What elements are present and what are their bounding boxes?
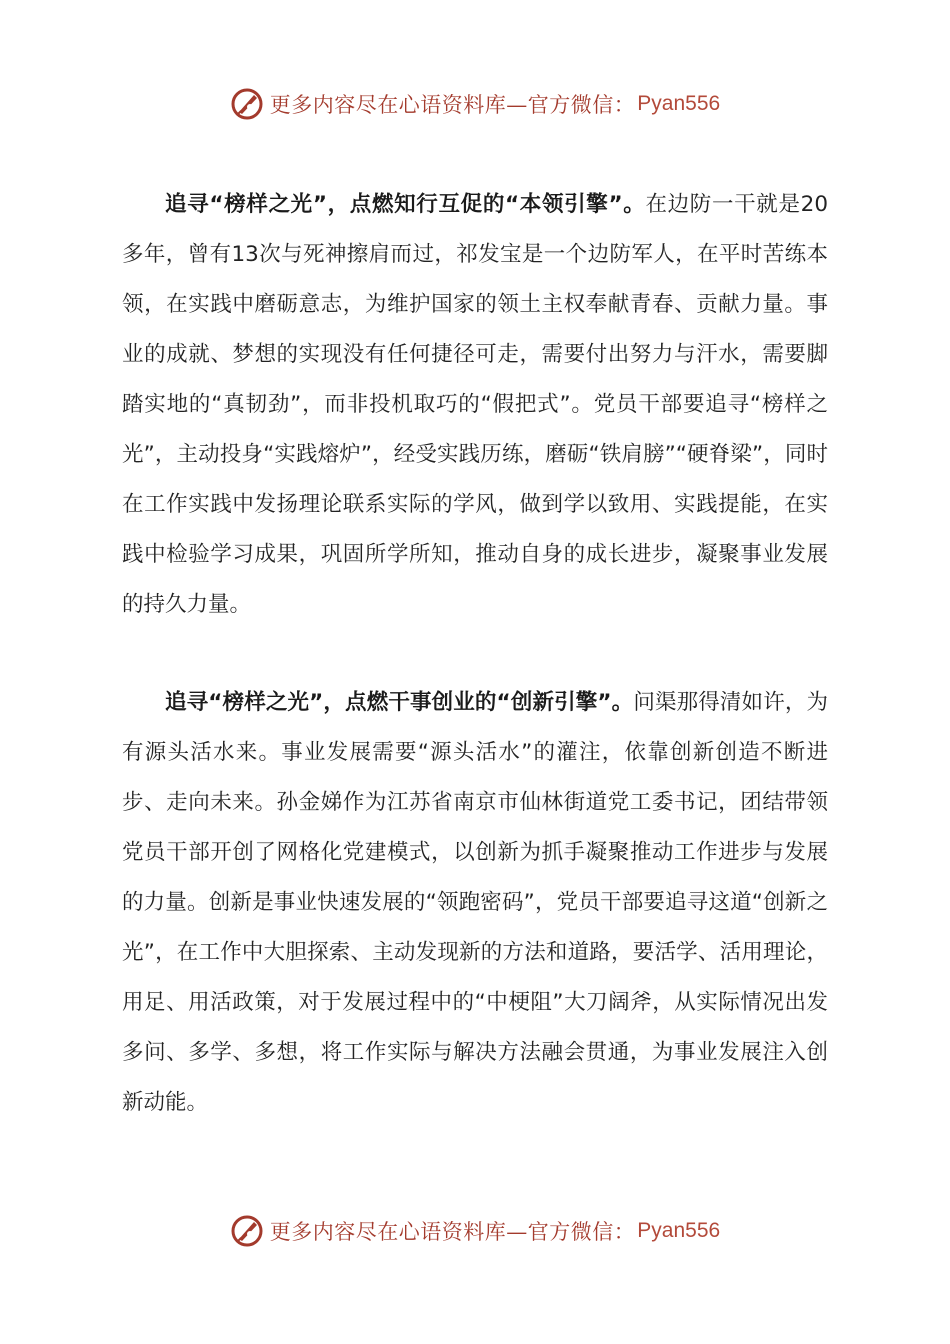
wechat-id: Pyan556 [637, 1219, 721, 1242]
paragraph-body: 在边防一干就是20多年，曾有13次与死神擦肩而过，祁发宝是一个边防军人，在平时苦练本领，在实践中磨砺意志，为维护国家的领土主权奉献青春、贡献力量。事业的成就、梦想的实现没有任何捷径可走，需要付出努力与汗水，需要脚踏实地的“真韧劲”，而非投机取巧的“假把式”。党员干部要追寻“榜样之光”，主动投身“实践熔炉”，经受实践历练，磨砺“铁肩膀”“硬脊梁”，同时在工作实践中发扬理论联系实际的学风，做到学以致用、实践提能，在实践中检验学习成果，巩固所学所知，推动自身的成长进步，凝聚事业发展的持久力量。 [122, 192, 829, 617]
quill-pen-logo-icon [230, 87, 264, 121]
wechat-id: Pyan556 [637, 92, 721, 115]
quill-pen-logo-icon [230, 1214, 264, 1248]
paragraph [122, 678, 828, 1128]
paragraph-body: 问渠那得清如许，为有源头活水来。事业发展需要“源头活水”的灌注，依靠创新创造不断进步、走向未来。孙金娣作为江苏省南京市仙林街道党工委书记，团结带领党员干部开创了网格化党建模式，以创新为抓手凝聚推动工作进步与发展的力量。创新是事业快速发展的“领跑密码”，党员干部要追寻这道“创新之光”，在工作中大胆探索、主动发现新的方法和道路，要活学、活用理论，用足、用活政策，对于发展过程中的“中梗阻”大刀阔斧，从实际情况出发多问、多学、多想，将工作实际与解决方法融会贯通，为事业发展注入创新动能。 [122, 690, 828, 1115]
paragraph-lead: 追寻“榜样之光”，点燃干事创业的“创新引擎”。 [165, 690, 634, 715]
header-banner [0, 84, 950, 124]
paragraph [122, 180, 828, 630]
paragraph-lead: 追寻“榜样之光”，点燃知行互促的“本领引擎”。 [165, 192, 646, 217]
footer-banner [0, 1211, 950, 1251]
banner-text: 更多内容尽在心语资料库—官方微信： [269, 1220, 636, 1244]
article-body [122, 180, 828, 1128]
banner-text: 更多内容尽在心语资料库—官方微信： [269, 93, 636, 117]
